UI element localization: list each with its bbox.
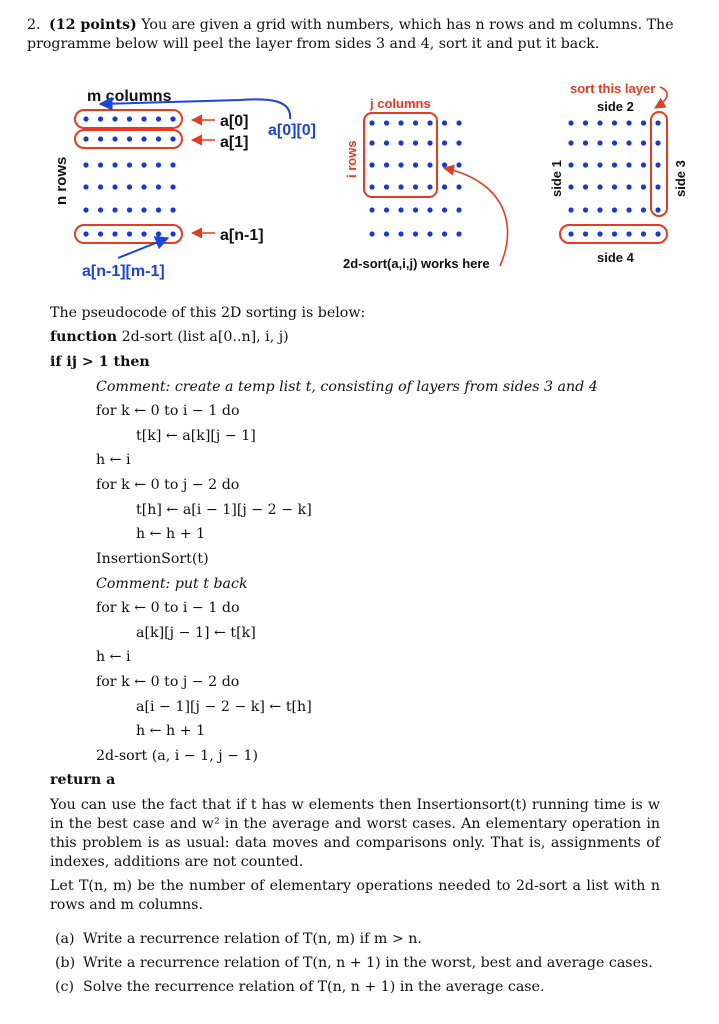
grid-dot — [413, 184, 418, 189]
m-columns-label: m columns — [87, 88, 172, 105]
an1m1-label: a[n-1][m-1] — [82, 263, 165, 280]
grid-dot — [427, 184, 432, 189]
grid-dot — [170, 231, 175, 236]
right-grid — [568, 120, 660, 236]
grid-dot — [156, 162, 161, 167]
sort-layer-arrow — [655, 87, 667, 108]
middle-grid — [369, 120, 461, 236]
middle-caption-arrow — [444, 168, 508, 266]
grid-dot — [612, 162, 617, 167]
grid-dot — [170, 162, 175, 167]
grid-dot — [427, 140, 432, 145]
grid-dot — [597, 184, 602, 189]
grid-dot — [369, 231, 374, 236]
grid-dot — [612, 184, 617, 189]
grid-dot — [413, 231, 418, 236]
grid-dot — [655, 120, 660, 125]
grid-dot — [98, 184, 103, 189]
grid-dot — [112, 116, 117, 121]
grid-dot — [442, 207, 447, 212]
grid-dot — [369, 184, 374, 189]
grid-dot — [156, 184, 161, 189]
grid-dot — [568, 207, 573, 212]
grid-dot — [98, 207, 103, 212]
subgrid-outline — [364, 113, 437, 197]
grid-dot — [83, 136, 88, 141]
function-keyword: function — [50, 329, 118, 345]
grid-dot — [456, 140, 461, 145]
part-a-text: Write a recurrence relation of T(n, m) if m > n. — [83, 931, 422, 947]
pseudocode-intro: The pseudocode of this 2D sorting is below: — [50, 305, 366, 321]
grid-dot — [156, 231, 161, 236]
grid-dot — [427, 120, 432, 125]
grid-dot — [568, 140, 573, 145]
grid-dot — [398, 162, 403, 167]
grid-dot — [83, 116, 88, 121]
grid-dot — [583, 231, 588, 236]
side2-label: side 2 — [597, 99, 634, 114]
grid-dot — [413, 140, 418, 145]
part-b-text: Write a recurrence relation of T(n, n + 1) in the worst, best and average cases. — [83, 955, 653, 971]
grid-dot — [456, 120, 461, 125]
grid-dot — [597, 120, 602, 125]
grid-dot — [170, 207, 175, 212]
sort-layer-label: sort this layer — [570, 81, 656, 96]
problem-statement — [27, 16, 677, 54]
grid-dot — [641, 162, 646, 167]
an1-label: a[n-1] — [220, 227, 264, 244]
grid-dot — [655, 162, 660, 167]
for-loop-2: for k ← 0 to j − 2 do — [96, 477, 240, 493]
grid-dot — [583, 184, 588, 189]
grid-dot — [655, 231, 660, 236]
side3-label: side 3 — [673, 160, 688, 197]
grid-dot — [626, 184, 631, 189]
function-line — [50, 328, 289, 346]
grid-dot — [597, 231, 602, 236]
part-b — [55, 954, 653, 973]
grid-figure — [0, 70, 719, 290]
grid-dot — [626, 207, 631, 212]
grid-dot — [127, 184, 132, 189]
grid-dot — [612, 120, 617, 125]
grid-dot — [83, 231, 88, 236]
grid-dot — [384, 162, 389, 167]
return-line: return a — [50, 772, 116, 788]
grid-dot — [112, 231, 117, 236]
i-rows-label: i rows — [344, 140, 359, 178]
grid-dot — [583, 120, 588, 125]
grid-dot — [612, 207, 617, 212]
grid-dot — [597, 140, 602, 145]
side4-label: side 4 — [597, 250, 634, 265]
grid-dot — [568, 184, 573, 189]
assign-4: a[i − 1][j − 2 − k] ← t[h] — [136, 699, 312, 715]
a0-label: a[0] — [220, 113, 249, 130]
grid-dot — [98, 231, 103, 236]
grid-dot — [384, 140, 389, 145]
insertion-sort-call: InsertionSort(t) — [96, 551, 209, 567]
grid-dot — [127, 116, 132, 121]
grid-dot — [369, 207, 374, 212]
grid-dot — [398, 140, 403, 145]
grid-dot — [369, 120, 374, 125]
for-loop-3: for k ← 0 to i − 1 do — [96, 600, 240, 616]
grid-dot — [83, 207, 88, 212]
grid-dot — [127, 207, 132, 212]
grid-dot — [413, 207, 418, 212]
grid-dot — [568, 162, 573, 167]
grid-dot — [413, 120, 418, 125]
grid-dot — [641, 140, 646, 145]
an1m1-arrow — [118, 238, 168, 258]
grid-dot — [427, 231, 432, 236]
h-init-1: h ← i — [96, 452, 131, 468]
assign-3: a[k][j − 1] ← t[k] — [136, 625, 256, 641]
part-c-label: (c) — [55, 979, 75, 995]
grid-dot — [156, 207, 161, 212]
grid-dot — [98, 162, 103, 167]
left-grid — [83, 116, 175, 236]
a00-label: a[0][0] — [268, 122, 317, 139]
grid-dot — [568, 231, 573, 236]
assign-1: t[k] ← a[k][j − 1] — [136, 428, 256, 444]
grid-dot — [112, 184, 117, 189]
grid-dot — [597, 207, 602, 212]
grid-dot — [442, 120, 447, 125]
grid-dot — [170, 184, 175, 189]
grid-dot — [83, 184, 88, 189]
assign-2: t[h] ← a[i − 1][j − 2 − k] — [136, 502, 312, 518]
grid-dot — [98, 116, 103, 121]
grid-dot — [456, 207, 461, 212]
part-a-label: (a) — [55, 931, 75, 947]
grid-dot — [112, 136, 117, 141]
if-line: if ij > 1 then — [50, 354, 150, 370]
grid-dot — [384, 120, 389, 125]
paragraph-insertion-cost: You can use the fact that if t has w elements then Insertionsort(t) running time is w in the best case and w² in the average and worst cases. An elementary operation in this problem is as usual: data moves and comparisons only. That is, assignments of indexes, additions are not counted. — [50, 797, 660, 870]
grid-dot — [398, 231, 403, 236]
side1-label: side 1 — [549, 160, 564, 197]
grid-dot — [655, 184, 660, 189]
h-increment-2: h ← h + 1 — [136, 723, 206, 739]
grid-dot — [583, 207, 588, 212]
grid-dot — [626, 162, 631, 167]
grid-dot — [427, 207, 432, 212]
grid-dot — [568, 120, 573, 125]
grid-dot — [612, 140, 617, 145]
grid-dot — [427, 162, 432, 167]
grid-dot — [170, 116, 175, 121]
grid-dot — [456, 231, 461, 236]
paragraph-definition: Let T(n, m) be the number of elementary operations needed to 2d-sort a list with n rows and m columns. — [50, 878, 660, 913]
grid-dot — [127, 162, 132, 167]
h-increment-1: h ← h + 1 — [136, 526, 206, 542]
problem-number: 2. — [27, 17, 41, 33]
grid-dot — [456, 162, 461, 167]
grid-dot — [442, 231, 447, 236]
part-a — [55, 930, 422, 949]
part-c-text: Solve the recurrence relation of T(n, n + 1) in the average case. — [83, 979, 545, 995]
grid-dot — [83, 162, 88, 167]
a1-label: a[1] — [220, 134, 249, 151]
grid-dot — [170, 136, 175, 141]
for-loop-4: for k ← 0 to j − 2 do — [96, 674, 240, 690]
grid-dot — [112, 162, 117, 167]
grid-dot — [398, 120, 403, 125]
j-columns-label: j columns — [370, 96, 431, 111]
grid-dot — [141, 207, 146, 212]
grid-dot — [141, 136, 146, 141]
grid-dot — [641, 207, 646, 212]
for-loop-1: for k ← 0 to i − 1 do — [96, 403, 240, 419]
comment-create-temp: Comment: create a temp list t, consisting of layers from sides 3 and 4 — [96, 379, 598, 395]
problem-text: You are given a grid with numbers, which has n rows and m columns. The programme below will peel the layer from sides 3 and 4, sort it and put it back. — [27, 17, 674, 52]
function-signature: 2d-sort (list a[0..n], i, j) — [121, 329, 289, 345]
grid-dot — [384, 231, 389, 236]
grid-dot — [156, 116, 161, 121]
grid-dot — [583, 140, 588, 145]
grid-dot — [141, 184, 146, 189]
grid-dot — [655, 140, 660, 145]
grid-dot — [369, 140, 374, 145]
grid-dot — [398, 207, 403, 212]
recursive-call: 2d-sort (a, i − 1, j − 1) — [96, 748, 259, 764]
middle-caption: 2d-sort(a,i,j) works here — [343, 256, 490, 271]
comment-put-back: Comment: put t back — [96, 576, 248, 592]
grid-dot — [626, 231, 631, 236]
grid-dot — [384, 207, 389, 212]
n-rows-label: n rows — [53, 156, 70, 205]
part-b-label: (b) — [55, 955, 76, 971]
grid-dot — [141, 231, 146, 236]
grid-dot — [369, 162, 374, 167]
grid-dot — [442, 184, 447, 189]
problem-points: (12 points) — [49, 17, 137, 33]
grid-dot — [127, 136, 132, 141]
grid-dot — [641, 184, 646, 189]
grid-dot — [141, 162, 146, 167]
part-c — [55, 978, 544, 997]
grid-dot — [655, 207, 660, 212]
grid-dot — [112, 207, 117, 212]
grid-dot — [641, 231, 646, 236]
grid-dot — [384, 184, 389, 189]
grid-dot — [583, 162, 588, 167]
grid-dot — [626, 140, 631, 145]
grid-dot — [456, 184, 461, 189]
grid-dot — [442, 140, 447, 145]
h-init-2: h ← i — [96, 649, 131, 665]
grid-dot — [413, 162, 418, 167]
grid-dot — [398, 184, 403, 189]
grid-dot — [597, 162, 602, 167]
grid-dot — [127, 231, 132, 236]
grid-dot — [98, 136, 103, 141]
grid-dot — [612, 231, 617, 236]
grid-dot — [641, 120, 646, 125]
grid-dot — [141, 116, 146, 121]
grid-dot — [156, 136, 161, 141]
grid-dot — [442, 162, 447, 167]
grid-dot — [626, 120, 631, 125]
